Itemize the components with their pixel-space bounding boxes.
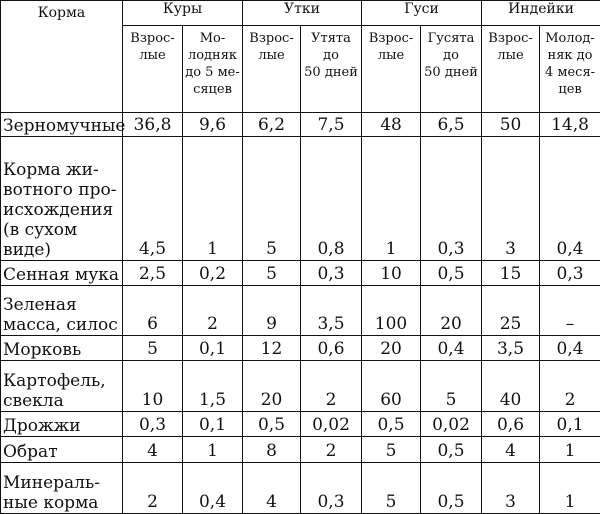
table-cell: 0,5 [243,412,301,437]
row-label: Дрожжи [1,412,123,437]
table-cell: 6,2 [243,113,301,137]
table-cell: 0,1 [540,412,600,437]
table-cell: 2 [301,361,362,412]
group-header-geese: Гуси [362,1,482,26]
table-cell: 3 [482,463,540,514]
table-cell: 2 [540,361,600,412]
table-row [1,437,600,463]
table-cell: 25 [482,286,540,336]
table-cell: 50 [482,113,540,137]
table-row [1,336,600,361]
sub-header: Гусята до 50 дней [421,26,482,113]
table-cell: 10 [362,261,421,286]
table-cell: 1,5 [183,361,243,412]
table-cell: 12 [243,336,301,361]
table-cell: 8 [243,437,301,463]
sub-header: Мо- лодняк до 5 ме- сяцев [183,26,243,113]
row-label: Обрат [1,437,123,463]
table-cell: 0,6 [301,336,362,361]
table-cell: 0,5 [421,463,482,514]
table-cell: 0,6 [482,412,540,437]
table-row [1,286,600,336]
row-label: Зерномучные [1,113,123,137]
sub-header: Взрос- лые [123,26,183,113]
table-cell: 0,1 [183,336,243,361]
table-cell: 1 [183,137,243,261]
table-cell: 0,4 [540,137,600,261]
table-row [1,113,600,137]
table-cell: 2 [301,437,362,463]
table-cell: 15 [482,261,540,286]
table-cell: – [540,286,600,336]
table-body [1,113,600,514]
table-cell: 0,5 [421,261,482,286]
sub-header: Взрос- лые [362,26,421,113]
row-label: Картофель, свекла [1,361,123,412]
table-cell: 0,3 [301,261,362,286]
table-cell: 0,5 [421,437,482,463]
table-cell: 40 [482,361,540,412]
table-cell: 3,5 [301,286,362,336]
sub-header: Взрос- лые [243,26,301,113]
table-row [1,361,600,412]
table-cell: 20 [421,286,482,336]
table-cell: 0,8 [301,137,362,261]
table-cell: 100 [362,286,421,336]
table-cell: 0,4 [183,463,243,514]
table-cell: 0,3 [421,137,482,261]
table-cell: 20 [243,361,301,412]
row-label: Зеленая масса, силос [1,286,123,336]
table-cell: 9,6 [183,113,243,137]
group-header-ducks: Утки [243,1,362,26]
table-cell: 0,02 [301,412,362,437]
table-cell: 1 [540,463,600,514]
sub-header: Молод- няк до 4 меся- цев [540,26,600,113]
table-cell: 0,3 [301,463,362,514]
group-header-chickens: Куры [123,1,243,26]
table-cell: 3,5 [482,336,540,361]
table-cell: 4 [243,463,301,514]
table-row [1,261,600,286]
table-cell: 5 [243,137,301,261]
table-cell: 0,02 [421,412,482,437]
table-row [1,137,600,261]
table-cell: 60 [362,361,421,412]
row-label: Морковь [1,336,123,361]
table-cell: 4 [123,437,183,463]
table-cell: 7,5 [301,113,362,137]
table-cell: 5 [243,261,301,286]
table-cell: 0,3 [540,261,600,286]
table-cell: 9 [243,286,301,336]
table-cell: 36,8 [123,113,183,137]
sub-header: Взрос- лые [482,26,540,113]
table-cell: 48 [362,113,421,137]
feed-column-header: Корма [1,1,123,113]
table-row [1,463,600,514]
table-row [1,412,600,437]
table-cell: 0,1 [183,412,243,437]
group-header-turkeys: Индейки [482,1,600,26]
table-cell: 1 [540,437,600,463]
table-cell: 5 [362,463,421,514]
table-cell: 0,5 [362,412,421,437]
table-cell: 4 [482,437,540,463]
table-cell: 0,4 [421,336,482,361]
table-cell: 2 [183,286,243,336]
table-cell: 5 [362,437,421,463]
table-cell: 14,8 [540,113,600,137]
table-cell: 2,5 [123,261,183,286]
table-cell: 1 [362,137,421,261]
table-cell: 2 [123,463,183,514]
table-cell: 6,5 [421,113,482,137]
table-cell: 3 [482,137,540,261]
table-cell: 5 [421,361,482,412]
table-cell: 0,4 [540,336,600,361]
sub-header: Утята до 50 дней [301,26,362,113]
table-cell: 5 [123,336,183,361]
table-cell: 20 [362,336,421,361]
table-cell: 4,5 [123,137,183,261]
table-cell: 0,3 [123,412,183,437]
row-label: Корма жи- вотного про- исхождения (в сухом виде) [1,137,123,261]
table-cell: 1 [183,437,243,463]
table-cell: 0,2 [183,261,243,286]
table-cell: 10 [123,361,183,412]
table-cell: 6 [123,286,183,336]
row-label: Сенная мука [1,261,123,286]
row-label: Минераль- ные корма [1,463,123,514]
